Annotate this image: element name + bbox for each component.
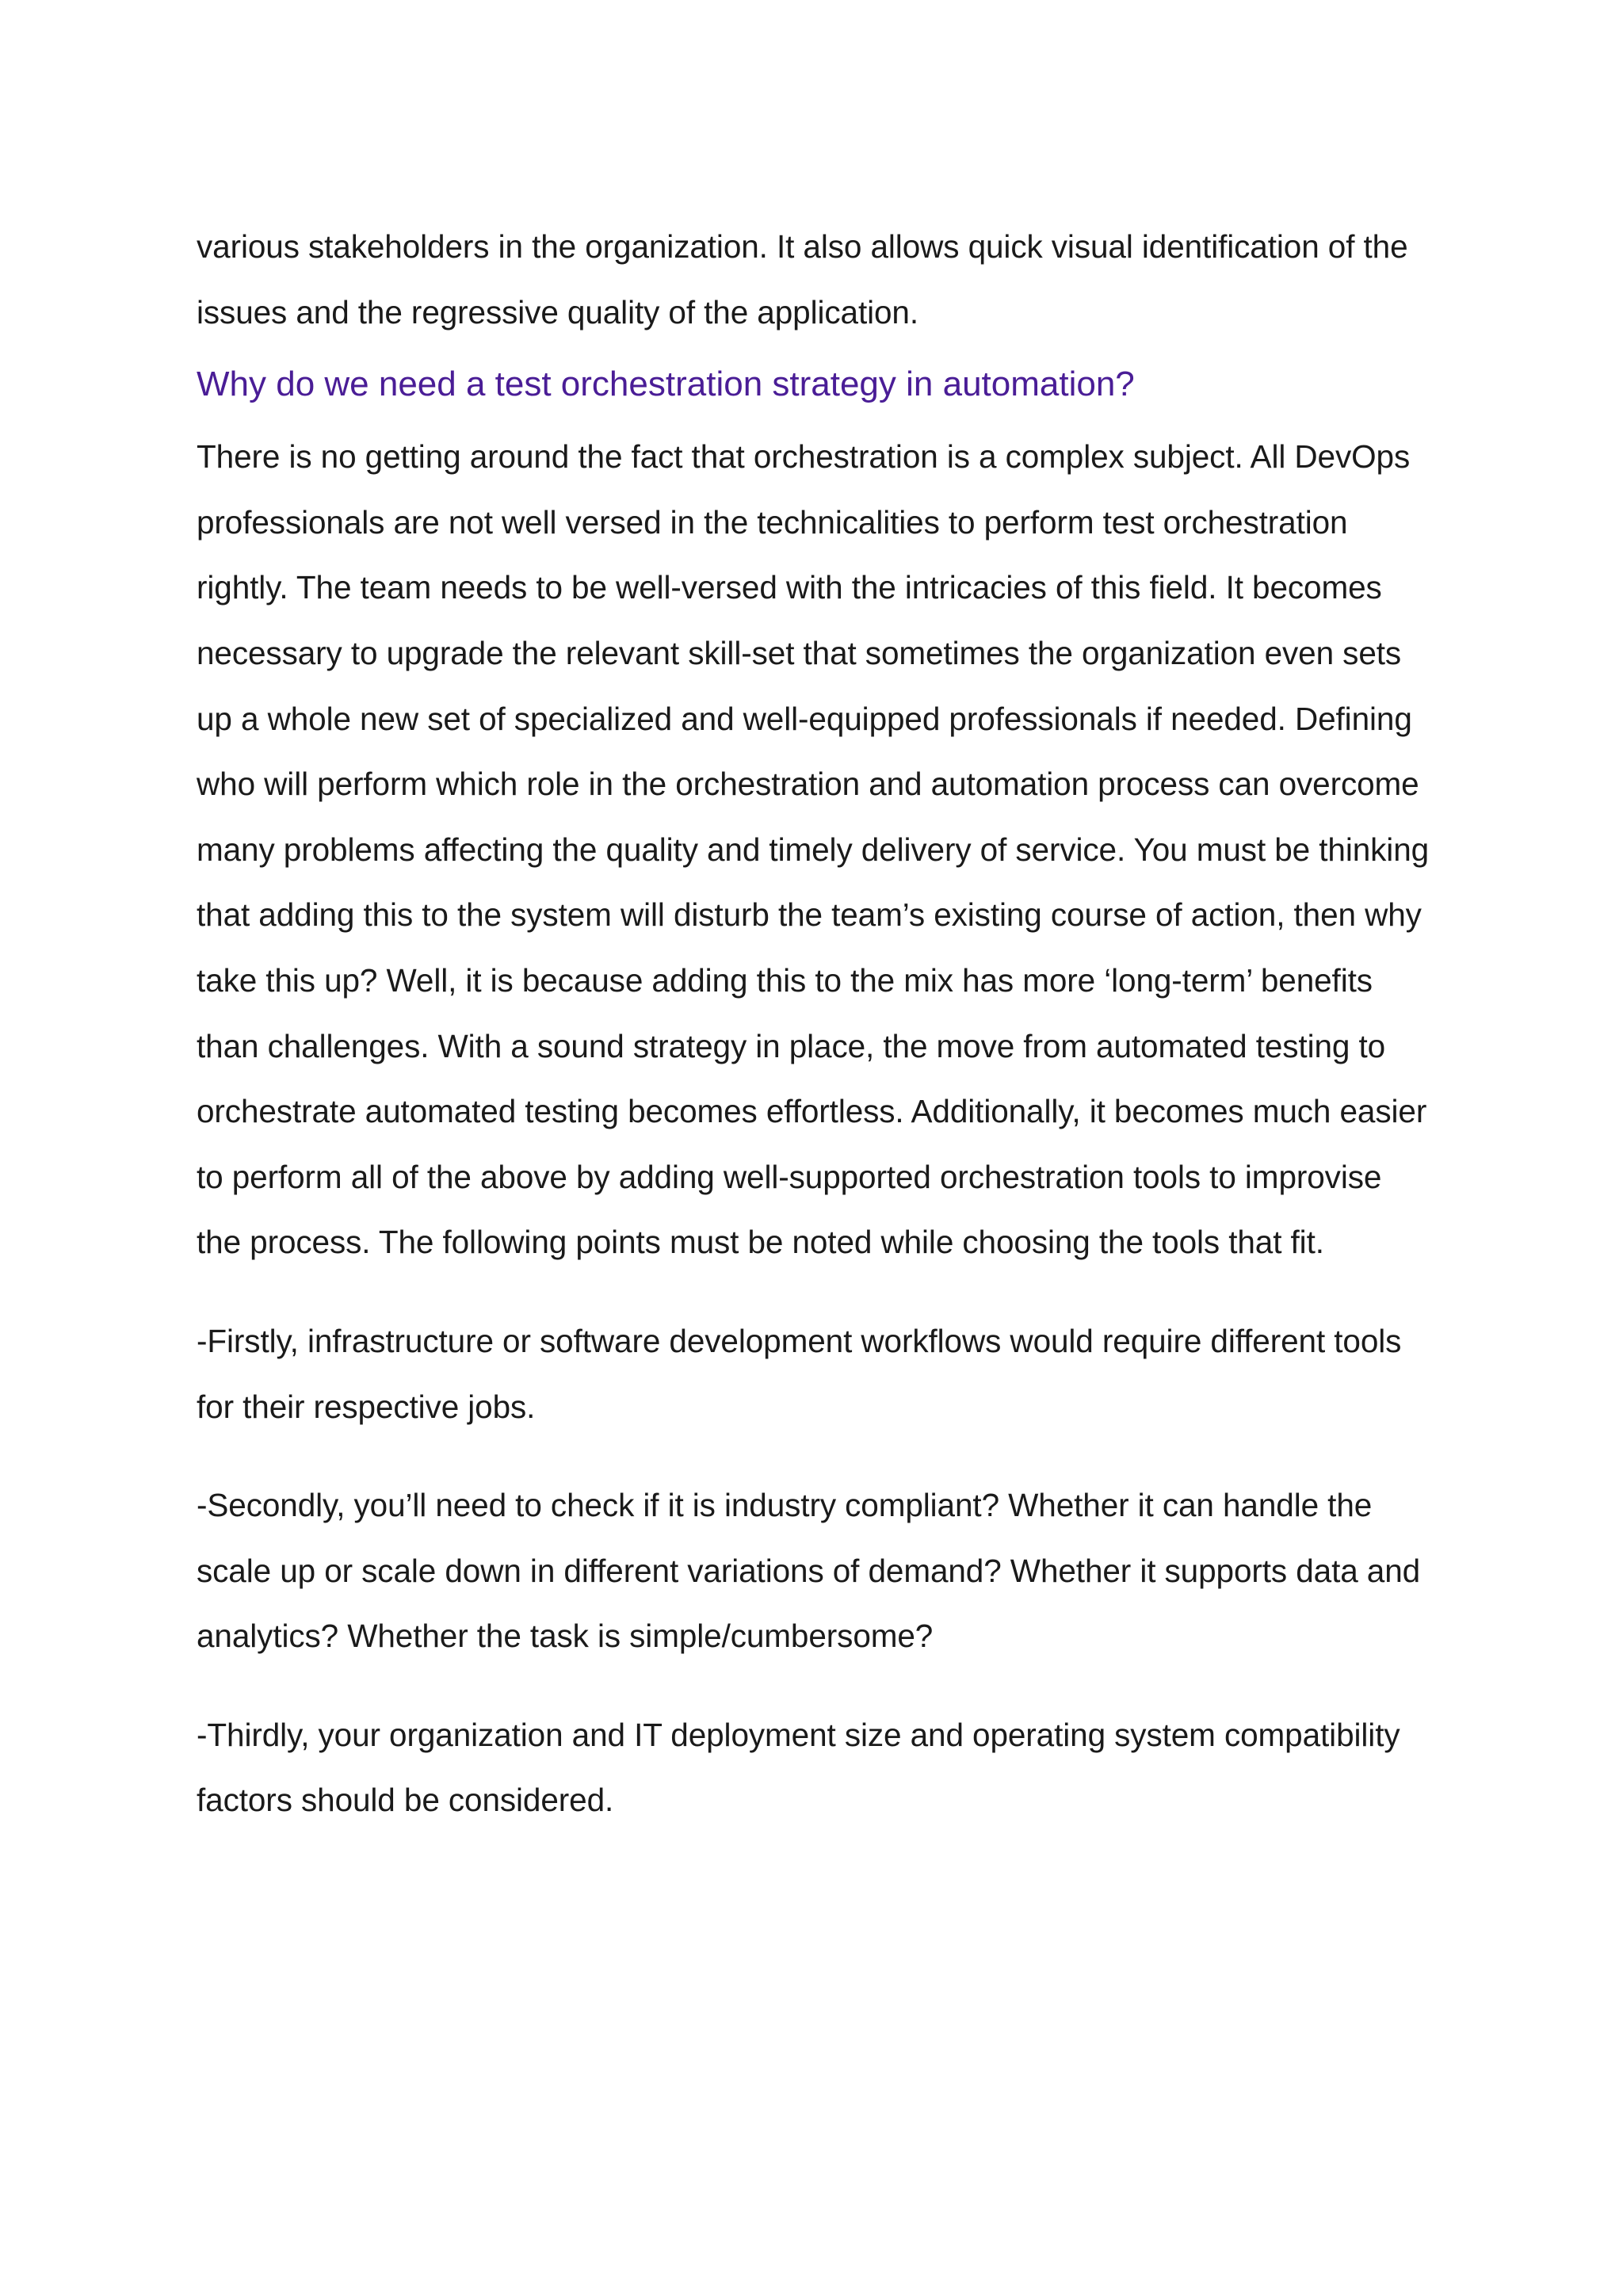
section-body-paragraph: There is no getting around the fact that orchestration is a complex subject. All DevOps professionals are not well versed in the technicalities to perform test orchestration rightly. The team needs to be well-versed with the intricacies of this field. It becomes necessary to upgrade the relevant skill-set that sometimes the organization even sets up a whole new set of specialized and well-equipped professionals if needed. Defining who will perform which role in the orchestration and automation process can overcome many problems affecting the quality and timely delivery of service. You must be thinking that adding this to the system will disturb the team’s existing course of action, then why take this up? Well, it is because adding this to the mix has more ‘long-term’ benefits than challenges. With a sound strategy in place, the move from automated testing to orchestrate automated testing becomes effortless. Additionally, it becomes much easier to perform all of the above by adding well-supported orchestration tools to improvise the process. The following points must be noted while choosing the tools that fit. bbox=[197, 438, 1430, 1261]
point-firstly: -Firstly, infrastructure or software development workflows would require different tools for their respective jobs. bbox=[197, 1322, 1402, 1425]
point-thirdly: -Thirdly, your organization and IT deployment size and operating system compatibility factors should be considered. bbox=[197, 1716, 1400, 1819]
point-secondly: -Secondly, you’ll need to check if it is industry compliant? Whether it can handle the scale up or scale down in different variations of demand? Whether it supports data and analytics? Whether the task is simple/cumbersome? bbox=[197, 1487, 1421, 1655]
section-heading: Why do we need a test orchestration strategy in automation? bbox=[197, 365, 1135, 404]
document-body bbox=[197, 214, 1433, 1833]
intro-paragraph: various stakeholders in the organization. It also allows quick visual identification of the issues and the regressive quality of the application. bbox=[197, 228, 1408, 330]
